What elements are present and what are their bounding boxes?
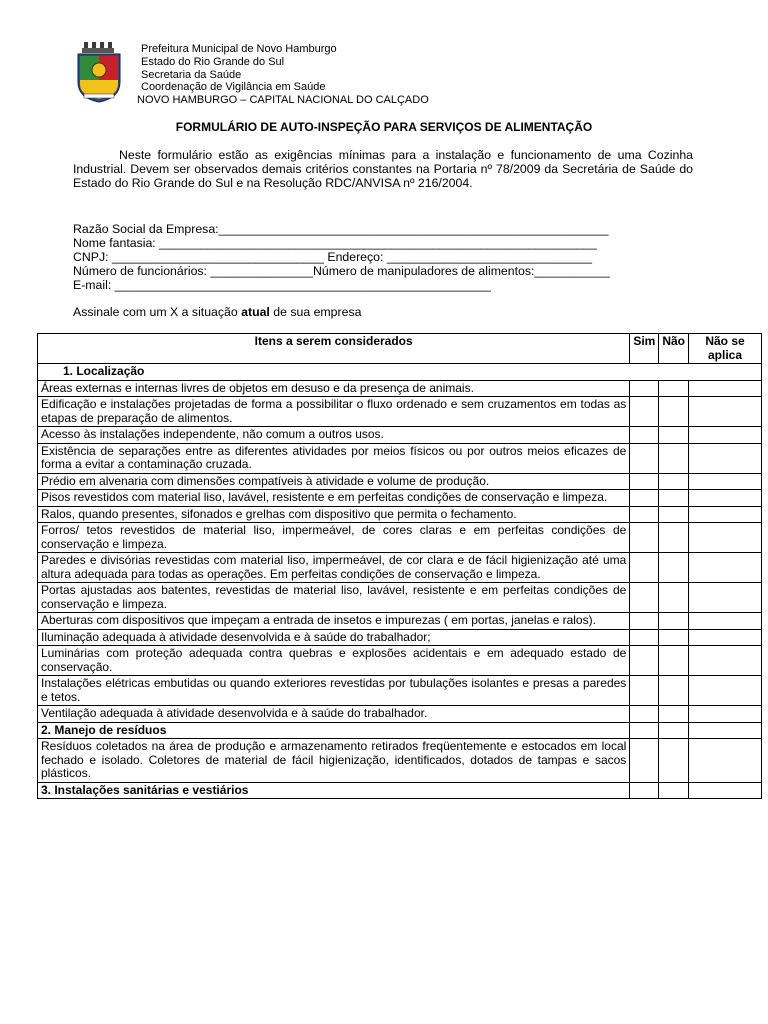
header-items: Itens a serem considerados bbox=[38, 334, 630, 364]
check-na[interactable] bbox=[689, 443, 762, 473]
check-nao[interactable] bbox=[659, 706, 689, 723]
table-row bbox=[38, 473, 762, 490]
item-text: Pisos revestidos com material liso, lavável, resistente e em perfeitas condições de conservação e limpeza. bbox=[38, 490, 630, 507]
check-na[interactable] bbox=[689, 473, 762, 490]
header-nao: Não bbox=[659, 334, 689, 364]
check-nao bbox=[659, 782, 689, 799]
table-row bbox=[38, 706, 762, 723]
instruction-text bbox=[73, 305, 361, 319]
table-row bbox=[38, 613, 762, 630]
check-nao[interactable] bbox=[659, 646, 689, 676]
check-na bbox=[689, 722, 762, 739]
check-sim[interactable] bbox=[630, 739, 659, 783]
header-prefeitura: Prefeitura Municipal de Novo Hamburgo bbox=[141, 43, 337, 55]
check-nao[interactable] bbox=[659, 583, 689, 613]
check-na[interactable] bbox=[689, 583, 762, 613]
check-sim[interactable] bbox=[630, 676, 659, 706]
check-na[interactable] bbox=[689, 706, 762, 723]
check-sim[interactable] bbox=[630, 553, 659, 583]
check-na[interactable] bbox=[689, 506, 762, 523]
check-na[interactable] bbox=[689, 397, 762, 427]
item-text: Forros/ tetos revestidos de material liso, impermeável, de cores claras e em perfeitas condições de conservação e limpeza. bbox=[38, 523, 630, 553]
section-row-residuos bbox=[38, 722, 762, 739]
check-sim[interactable] bbox=[630, 583, 659, 613]
table-row bbox=[38, 506, 762, 523]
item-text: Paredes e divisórias revestidas com material liso, impermeável, de cor clara e de fácil higienização até uma altura adequada para todas as operações. Em perfeitas condições de conservação e limpeza. bbox=[38, 553, 630, 583]
item-text: Áreas externas e internas livres de objetos em desuso e da presença de animais. bbox=[38, 380, 630, 397]
check-nao bbox=[659, 722, 689, 739]
header-secretaria: Secretaria da Saúde bbox=[141, 69, 242, 81]
table-row bbox=[38, 397, 762, 427]
section-residuos: 2. Manejo de resíduos bbox=[38, 722, 630, 739]
item-text: Ventilação adequada à atividade desenvolvida e à saúde do trabalhador. bbox=[38, 706, 630, 723]
header-nao-se-aplica: Não se aplica bbox=[689, 334, 762, 364]
check-na[interactable] bbox=[689, 427, 762, 444]
table-row bbox=[38, 583, 762, 613]
table-row bbox=[38, 646, 762, 676]
check-sim[interactable] bbox=[630, 523, 659, 553]
field-funcionarios[interactable]: Número de funcionários: _______________Número de manipuladores de alimentos:___________ bbox=[73, 264, 610, 278]
check-sim[interactable] bbox=[630, 443, 659, 473]
check-nao[interactable] bbox=[659, 427, 689, 444]
table-row bbox=[38, 523, 762, 553]
table-row bbox=[38, 553, 762, 583]
table-row bbox=[38, 739, 762, 783]
check-nao[interactable] bbox=[659, 473, 689, 490]
check-sim[interactable] bbox=[630, 629, 659, 646]
table-header-row bbox=[38, 334, 762, 364]
check-nao[interactable] bbox=[659, 506, 689, 523]
check-nao[interactable] bbox=[659, 443, 689, 473]
table-row bbox=[38, 490, 762, 507]
check-sim[interactable] bbox=[630, 473, 659, 490]
item-text: Edificação e instalações projetadas de forma a possibilitar o fluxo ordenado e sem cruzamentos em todas as etapas de preparação de alimentos. bbox=[38, 397, 630, 427]
check-na[interactable] bbox=[689, 380, 762, 397]
check-na bbox=[689, 782, 762, 799]
header-estado: Estado do Rio Grande do Sul bbox=[141, 56, 285, 68]
instruction-bold: atual bbox=[241, 305, 270, 319]
item-text: Prédio em alvenaria com dimensões compatíveis à atividade e volume de produção. bbox=[38, 473, 630, 490]
item-text: Portas ajustadas aos batentes, revestidas de material liso, lavável, resistente e em perfeitas condições de conservação e limpeza. bbox=[38, 583, 630, 613]
header-coordenacao: Coordenação de Vigilância em Saúde bbox=[141, 81, 326, 93]
check-sim bbox=[630, 782, 659, 799]
item-text: Resíduos coletados na área de produção e armazenamento retirados freqüentemente e estocados em local fechado e isolado. Coletores de material de fácil higienização, identificados, dotados de tampas e sacos plásticos. bbox=[38, 739, 630, 783]
check-na[interactable] bbox=[689, 676, 762, 706]
check-sim[interactable] bbox=[630, 506, 659, 523]
check-nao[interactable] bbox=[659, 613, 689, 630]
table-row bbox=[38, 629, 762, 646]
section-row-localizacao bbox=[38, 364, 762, 381]
field-razao-social[interactable]: Razão Social da Empresa:_________________________________________________________ bbox=[73, 222, 609, 236]
check-na[interactable] bbox=[689, 646, 762, 676]
check-nao[interactable] bbox=[659, 739, 689, 783]
check-sim[interactable] bbox=[630, 427, 659, 444]
check-nao[interactable] bbox=[659, 629, 689, 646]
check-nao[interactable] bbox=[659, 523, 689, 553]
item-text: Luminárias com proteção adequada contra quebras e explosões acidentais e em adequado estado de conservação. bbox=[38, 646, 630, 676]
item-text: Instalações elétricas embutidas ou quando exteriores revestidas por tubulações isolantes e presas a paredes e tetos. bbox=[38, 676, 630, 706]
item-text: Iluminação adequada à atividade desenvolvida e à saúde do trabalhador; bbox=[38, 629, 630, 646]
check-nao[interactable] bbox=[659, 676, 689, 706]
check-nao[interactable] bbox=[659, 490, 689, 507]
item-text: Aberturas com dispositivos que impeçam a entrada de insetos e impurezas ( em portas, janelas e ralos). bbox=[38, 613, 630, 630]
coat-of-arms-logo bbox=[74, 42, 124, 104]
check-na[interactable] bbox=[689, 490, 762, 507]
table-row bbox=[38, 380, 762, 397]
section-localizacao: 1. Localização bbox=[38, 364, 762, 381]
check-sim bbox=[630, 722, 659, 739]
check-sim[interactable] bbox=[630, 490, 659, 507]
table-row bbox=[38, 676, 762, 706]
check-na[interactable] bbox=[689, 739, 762, 783]
form-title: FORMULÁRIO DE AUTO-INSPEÇÃO PARA SERVIÇOS DE ALIMENTAÇÃO bbox=[175, 120, 593, 134]
section-sanitarias: 3. Instalações sanitárias e vestiários bbox=[38, 782, 630, 799]
header-city-slogan: NOVO HAMBURGO – CAPITAL NACIONAL DO CALÇADO bbox=[137, 94, 429, 106]
check-nao[interactable] bbox=[659, 380, 689, 397]
section-row-sanitarias bbox=[38, 782, 762, 799]
intro-text: Neste formulário estão as exigências mínimas para a instalação e funcionamento de uma Cozinha Industrial. Devem ser observados demais critérios constantes na Portaria nº 78/2009 da Secretária de Saúde do Estado do Rio Grande do Sul e na Resolução RDC/ANVISA nº 216/2004. bbox=[73, 148, 693, 190]
check-nao[interactable] bbox=[659, 553, 689, 583]
field-cnpj-endereco[interactable]: CNPJ: _______________________________ Endereço: ______________________________ bbox=[73, 250, 593, 264]
header-sim: Sim bbox=[630, 334, 659, 364]
check-sim[interactable] bbox=[630, 706, 659, 723]
field-email[interactable]: E-mail: _______________________________________________________ bbox=[73, 278, 491, 292]
check-sim[interactable] bbox=[630, 646, 659, 676]
check-na[interactable] bbox=[689, 629, 762, 646]
checklist-table bbox=[37, 333, 762, 799]
check-nao[interactable] bbox=[659, 397, 689, 427]
instruction-before: Assinale com um X a situação bbox=[73, 305, 242, 319]
table-row bbox=[38, 443, 762, 473]
item-text: Acesso às instalações independente, não comum a outros usos. bbox=[38, 427, 630, 444]
item-text: Existência de separações entre as diferentes atividades por meios físicos ou por outros meios eficazes de forma a evitar a contaminação cruzada. bbox=[38, 443, 630, 473]
check-sim[interactable] bbox=[630, 397, 659, 427]
table-row bbox=[38, 427, 762, 444]
intro-paragraph bbox=[73, 148, 693, 190]
check-na[interactable] bbox=[689, 613, 762, 630]
field-nome-fantasia[interactable]: Nome fantasia: ________________________________________________________________ bbox=[73, 236, 597, 250]
check-sim[interactable] bbox=[630, 613, 659, 630]
check-na[interactable] bbox=[689, 553, 762, 583]
check-na[interactable] bbox=[689, 523, 762, 553]
item-text: Ralos, quando presentes, sifonados e grelhas com dispositivo que permita o fechamento. bbox=[38, 506, 630, 523]
instruction-after: de sua empresa bbox=[269, 305, 362, 319]
check-sim[interactable] bbox=[630, 380, 659, 397]
